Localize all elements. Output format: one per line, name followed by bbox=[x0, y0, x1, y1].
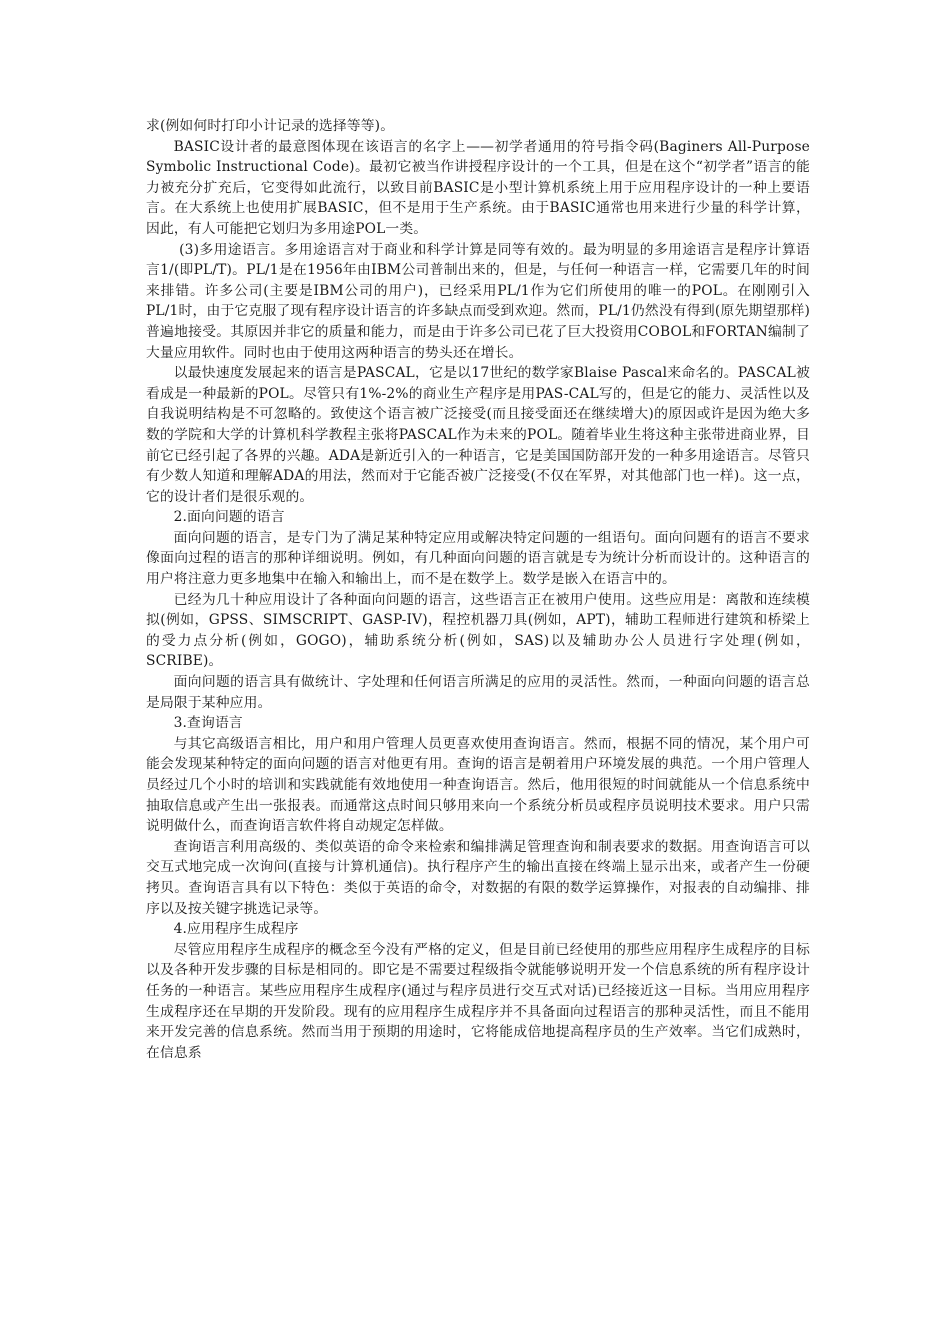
section-heading-query-language: 3.查询语言 bbox=[173, 715, 243, 732]
paragraph-multipurpose-language: (3)多用途语言。多用途语言对于商业和科学计算是同等有效的。最为明显的多用途语言是程序计算语言1/(即PL/T)。PL/1是在1956年由IBM公司普制出来的，但是，与任何一种语言一样，它需要几年的时间来排错。许多公司(主要是IBM公司的用户)，已经采用PL/1作为它们所使用的唯一的POL。在刚刚引入PL/1时，由于它克服了现有程序设计语言的许多缺点而受到欢迎。然而，PL/1仍然没有得到(原先期望那样)普遍地接受。其原因并非它的质量和能力，而是由于许多公司已花了巨大投资用COBOL和FORTAN编制了大量应用软件。同时也由于使用这两种语言的势头还在增长。 bbox=[146, 241, 810, 361]
paragraph-query-language-features: 查询语言利用高级的、类似英语的命令来检索和编排满足管理查询和制表要求的数据。用查询语言可以交互式地完成一次询问(直接与计算机通信)。执行程序产生的输出直接在终端上显示出来，或者产生一份硬拷贝。查询语言具有以下特色：类似于英语的命令，对数据的有限的数学运算操作，对报表的自动编排、排序以及按关键字挑选记录等。 bbox=[146, 838, 810, 917]
section-heading-application-generator: 4.应用程序生成程序 bbox=[173, 921, 299, 938]
paragraph-application-generator: 尽管应用程序生成程序的概念至今没有严格的定义，但是目前已经使用的那些应用程序生成程序的目标以及各种开发步骤的目标是相同的。即它是不需要过程级指令就能够说明开发一个信息系统的所有程序设计任务的一种语言。某些应用程序生成程序(通过与程序员进行交互式对话)已经接近这一目标。当用应用程序生成程序还在早期的开发阶段。现有的应用程序生成程序并不具备面向过程语言的那种灵活性，而且不能用来开发完善的信息系统。然而当用于预期的用途时，它将能成倍地提高程序员的生产效率。当它们成熟时，在信息系 bbox=[146, 941, 810, 1061]
section-heading-problem-oriented: 2.面向问题的语言 bbox=[173, 509, 285, 526]
paragraph-problem-oriented-flexibility: 面向问题的语言具有做统计、字处理和任何语言所满足的应用的灵活性。然而，一种面向问题的语言总是局限于某种应用。 bbox=[146, 674, 810, 711]
document-page bbox=[146, 116, 810, 1063]
paragraph-basic: BASIC设计者的最意图体现在该语言的名字上——初学者通用的符号指令码(Baginers All-Purpose Symbolic Instructional Code)。最初它被当作讲授程序设计的一个工具，但是在这个“初学者”语言的能力被充分扩充后，它变得如此流行，以致目前BASIC是小型计算机系统上用于应用程序设计的一种上要语言。在大系统上也使用扩展BASIC，但不是用于生产系统。由于BASIC通常也用来进行少量的科学计算，因此，有人可能把它划归为多用途POL一类。 bbox=[146, 138, 810, 237]
paragraph-continuation: 求(例如何时打印小计记录的选择等等)。 bbox=[146, 118, 395, 134]
paragraph-query-language-users: 与其它高级语言相比，用户和用户管理人员更喜欢使用查询语言。然而，根据不同的情况，某个用户可能会发现某种特定的面向问题的语言对他更有用。查询的语言是朝着用户环境发展的典范。一个用户管理人员经过几个小时的培训和实践就能有效地使用一种查询语言。然后，他用很短的时间就能从一个信息系统中抽取信息或产生出一张报表。而通常这点时间只够用来向一个系统分析员或程序员说明技术要求。用户只需说明做什么，而查询语言软件将自动规定怎样做。 bbox=[146, 735, 810, 835]
paragraph-problem-oriented-definition: 面向问题的语言，是专门为了满足某种特定应用或解决特定问题的一组语句。面向问题有的语言不要求像面向过程的语言的那种详细说明。例如，有几种面向问题的语言就是专为统计分析而设计的。这种语言的用户将注意力更多地集中在输入和输出上，而不是在数学上。数学是嵌入在语言中的。 bbox=[146, 529, 810, 588]
paragraph-problem-oriented-applications: 已经为几十种应用设计了各种面向问题的语言，这些语言正在被用户使用。这些应用是：离散和连续模拟(例如，GPSS、SIMSCRIPT、GASP-IV)，程控机器刀具(例如，APT)，辅助工程师进行建筑和桥梁上的受力点分析(例如，GOGO)，辅助系统分析(例如，SAS)以及辅助办公人员进行字处理(例如，SCRIBE)。 bbox=[146, 591, 810, 670]
paragraph-pascal-ada: 以最快速度发展起来的语言是PASCAL，它是以17世纪的数学家Blaise Pascal来命名的。PASCAL被看成是一种最新的POL。尽管只有1%-2%的商业生产程序是用PAS-CAL写的，但是它的能力、灵活性以及自我说明结构是不可忽略的。致使这个语言被广泛接受(而且接受面还在继续增大)的原因或许是因为绝大多数的学院和大学的计算机科学教程主张将PASCAL作为未来的POL。随着毕业生将这种主张带进商业界，目前它已经引起了各界的兴趣。ADA是新近引入的一种语言，它是美国国防部开发的一种多用途语言。尽管只有少数人知道和理解ADA的用法，然而对于它能否被广泛接受(不仅在军界，对其他部门也一样)。这一点，它的设计者们是很乐观的。 bbox=[146, 365, 810, 505]
